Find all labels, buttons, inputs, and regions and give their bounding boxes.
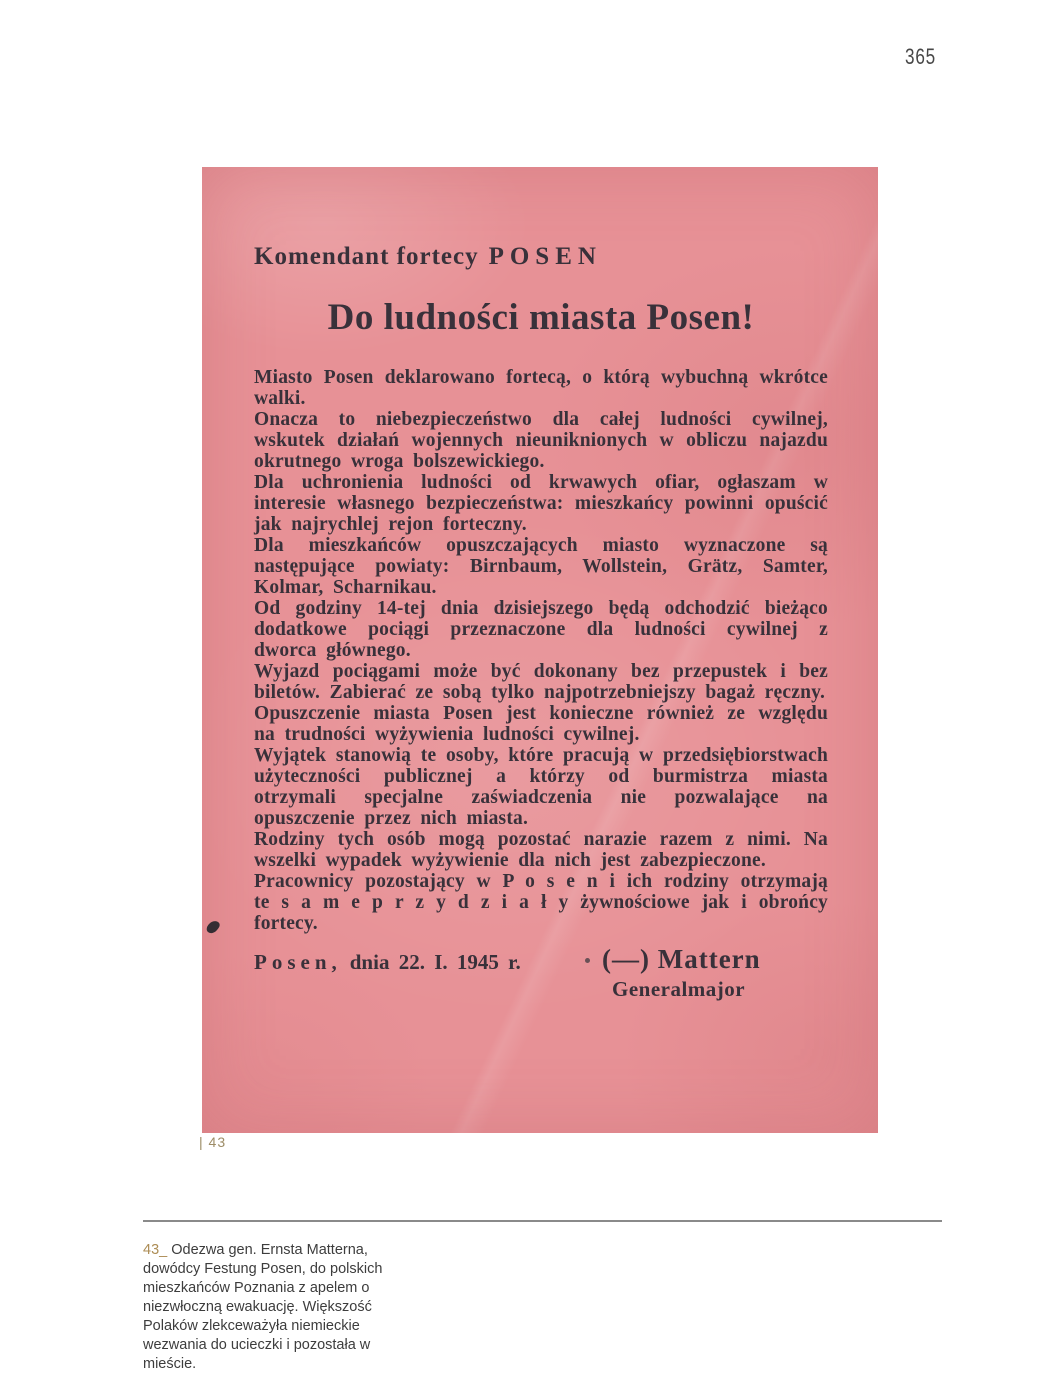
poster-paragraph: Rodziny tych osób mogą pozostać narazie razem z nimi. Na wszelki wypadek wyżywienie dla nich jest zabezpieczone. [254,829,828,871]
poster-paragraph: Miasto Posen deklarowano fortecą, o którą wybuchną wkrótce walki. [254,367,828,409]
poster-paragraph: Opuszczenie miasta Posen jest konieczne również ze względu na trudności wyżywienia ludności cywilnej. [254,703,828,745]
signature-block [602,944,761,1002]
poster-header-text: Komendant fortecy [254,243,479,270]
caption-divider [143,1220,942,1222]
caption-text: Odezwa gen. Ernsta Matterna, dowódcy Festung Posen, do polskich mieszkańców Poznania z apelem o niezwłoczną ewakuację. Większość Polaków zlekceważyła niemieckie wezwania do ucieczki i pozostała w mieście. [143,1242,383,1372]
poster-paragraph: Wyjazd pociągami może być dokonany bez przepustek i bez biletów. Zabierać ze sobą tylko najpotrzebniejszy bagaż ręczny. [254,661,828,703]
poster-scan [202,167,878,1133]
poster-footer [254,944,828,1030]
poster-paragraph: Dla mieszkańców opuszczających miasto wyznaczone są następujące powiaty: Birnbaum, Wollstein, Grätz, Samter, Kolmar, Scharnikau. [254,535,828,598]
poster-header [254,243,828,271]
caption-number: 43_ [143,1242,168,1258]
dateline-city: Posen, [254,950,342,974]
dateline-date: dnia 22. I. 1945 r. [349,950,521,974]
figure-caption [143,1241,401,1374]
poster-header-city: POSEN [488,243,602,270]
figure-marker: | 43 [199,1134,227,1150]
signature-name: (—) Mattern [602,944,761,974]
poster-title: Do ludności miasta Posen! [327,297,755,338]
poster-paragraph: Pracownicy pozostający w P o s e n i ich rodziny otrzymają te s a m e p r z y d z i a ł y żywnościowe jak i obrońcy fortecy. [254,871,828,934]
page-number: 365 [905,44,936,69]
poster-body [254,367,828,934]
poster-paragraph: Wyjątek stanowią te osoby, które pracują w przedsiębiorstwach użyteczności publicznej a którzy od burmistrza miasta otrzymali specjalne zaświadczenia nie pozwalające na opuszczenie przez nich miasta. [254,745,828,829]
signature-title: Generalmajor [612,977,746,1001]
poster-paragraph: Od godziny 14-tej dnia dzisiejszego będą odchodzić bieżąco dodatkowe pociągi przeznaczone dla ludności cywilnej z dworca głównego. [254,598,828,661]
poster-paragraph: Dla uchronienia ludności od krwawych ofiar, ogłaszam w interesie własnego bezpieczeństwa: mieszkańcy powinni opuścić jak najrychlej rejon forteczny. [254,472,828,535]
poster-content [202,167,878,1030]
print-speck [585,958,590,963]
poster-paragraph: Onacza to niebezpieczeństwo dla całej ludności cywilnej, wskutek działań wojennych nieuniknionych w obliczu najazdu okrutnego wroga bolszewickiego. [254,409,828,472]
